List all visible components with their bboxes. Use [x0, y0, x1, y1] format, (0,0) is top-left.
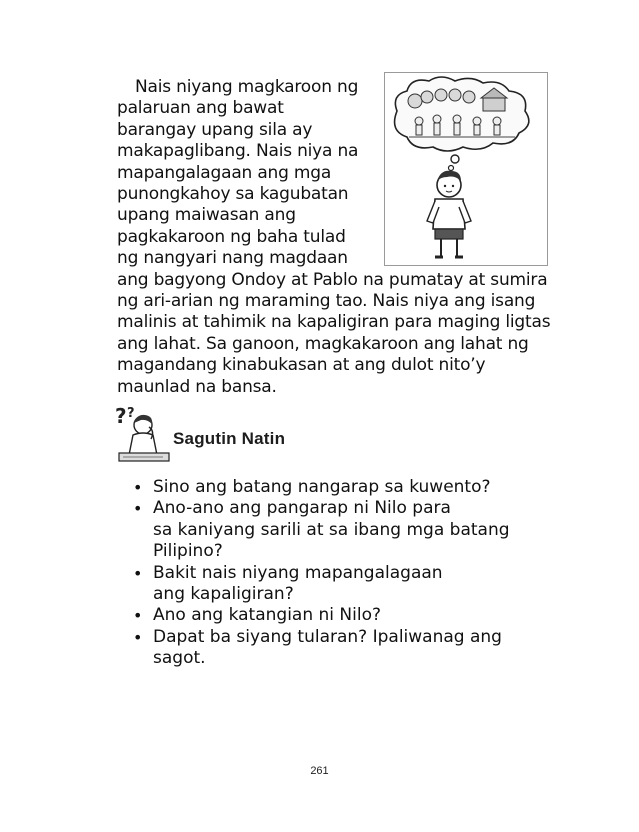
paragraph-line: Nais niyang magkaroon ng — [135, 77, 359, 97]
question-item — [133, 563, 573, 606]
question-list — [133, 477, 573, 670]
bullet-icon: • — [133, 627, 143, 647]
paragraph-line: palaruan ang bawat — [117, 98, 284, 119]
sagutin-natin-banner — [113, 403, 313, 465]
bullet-icon: • — [133, 499, 143, 519]
question-line: Ano-ano ang pangarap ni Nilo para — [153, 498, 451, 519]
paragraph-line: ng nangyari nang magdaan — [117, 248, 348, 269]
svg-text:?: ? — [127, 406, 135, 421]
paragraph-line: punongkahoy sa kagubatan — [117, 184, 349, 205]
svg-text:?: ? — [115, 404, 127, 428]
page-number: 261 — [310, 765, 329, 777]
question-line: sa kaniyang sarili at sa ibang mga batang — [153, 519, 510, 540]
paragraph-line: ang lahat. Sa ganoon, magkakaroon ang lahat ng — [117, 333, 529, 354]
question-line: Sino ang batang nangarap sa kuwento? — [153, 477, 491, 497]
question-line: Ano ang katangian ni Nilo? — [153, 605, 382, 626]
bullet-icon: • — [133, 478, 143, 497]
section-title: Sagutin Natin — [173, 429, 286, 448]
question-line: Dapat ba siyang tularan? Ipaliwanag ang — [153, 626, 502, 647]
bullet-icon: • — [133, 563, 143, 583]
question-item — [133, 605, 573, 626]
paragraph-line: malinis at tahimik na kapaligiran para maging ligtas — [117, 312, 551, 333]
paragraph-line: ng ari-arian ng maraming tao. Nais niya ang isang — [117, 291, 536, 312]
paragraph-line: makapaglibang. Nais niya na — [117, 141, 359, 162]
dreaming-boy-illustration — [384, 72, 548, 266]
paragraph-line: upang maiwasan ang — [117, 205, 296, 226]
question-line: Bakit nais niyang mapangalagaan — [153, 562, 443, 583]
thinking-child-icon — [113, 403, 175, 465]
paragraph-line: barangay upang sila ay — [117, 119, 313, 140]
paragraph-line: ang bagyong Ondoy at Pablo na pumatay at sumira — [117, 269, 548, 290]
paragraph-line: magandang kinabukasan at ang dulot nito’y — [117, 355, 486, 376]
paragraph-line: mapangalagaan ang mga — [117, 162, 332, 183]
paragraph-line: pagkakaroon ng baha tulad — [117, 226, 346, 247]
question-line: ang kapaligiran? — [153, 584, 294, 605]
question-item — [133, 498, 573, 562]
paragraph-line: maunlad na bansa. — [117, 376, 277, 397]
question-item — [133, 627, 573, 670]
question-line: Pilipino? — [153, 541, 223, 562]
question-line: sagot. — [153, 648, 206, 669]
dreaming-boy-drawing — [385, 73, 547, 265]
bullet-icon: • — [133, 606, 143, 626]
question-item — [133, 477, 573, 498]
